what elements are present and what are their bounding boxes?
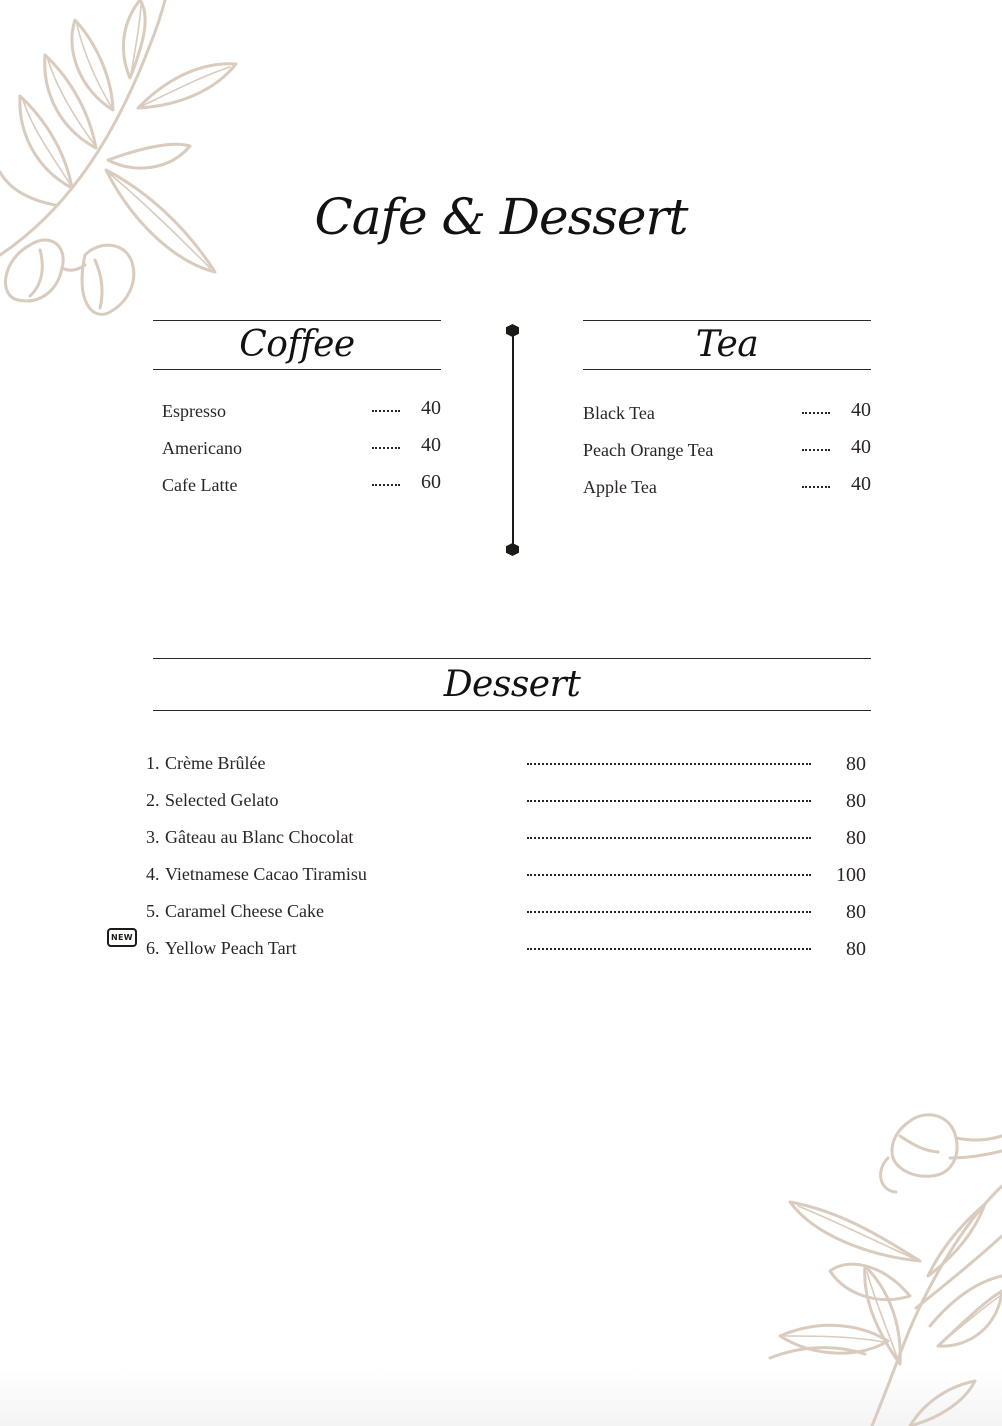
dessert-item-list [146, 749, 866, 971]
item-price: 40 [851, 399, 871, 421]
item-number: 2. [146, 790, 160, 810]
new-badge: NEW [107, 928, 137, 947]
menu-title: Cafe & Dessert [314, 188, 688, 246]
dessert-item-caramel-cheese-cake [146, 897, 866, 934]
dotted-leader [527, 871, 811, 876]
item-name: Black Tea [583, 403, 655, 423]
tea-item-black-tea [583, 397, 871, 434]
item-number: 5. [146, 901, 160, 921]
dotted-leader [372, 481, 400, 486]
item-name: Vietnamese Cacao Tiramisu [165, 864, 367, 884]
item-number: 1. [146, 753, 160, 773]
divider-top-cap [506, 324, 519, 337]
dessert-section-title: Dessert [443, 663, 581, 705]
item-price: 40 [851, 436, 871, 458]
dotted-leader [802, 409, 830, 414]
tea-item-peach-orange-tea [583, 434, 871, 471]
dessert-item-tiramisu [146, 860, 866, 897]
dessert-item-yellow-peach-tart [146, 934, 866, 971]
dotted-leader [527, 797, 811, 802]
item-name: Cafe Latte [162, 475, 238, 495]
tea-item-apple-tea [583, 471, 871, 508]
item-number: 6. [146, 938, 160, 958]
botanical-top-left-illustration [0, 0, 250, 330]
dotted-leader [527, 908, 811, 913]
dessert-section-header [153, 658, 871, 711]
coffee-section-header [153, 320, 441, 370]
tea-section-header [583, 320, 871, 370]
coffee-item-espresso [162, 395, 441, 432]
coffee-section-title: Coffee [239, 324, 355, 365]
item-name: Gâteau au Blanc Chocolat [165, 827, 354, 847]
dessert-item-selected-gelato [146, 786, 866, 823]
dessert-item-gateau [146, 823, 866, 860]
divider-bottom-cap [506, 543, 519, 556]
dotted-leader [527, 760, 811, 765]
dotted-leader [802, 483, 830, 488]
dotted-leader [527, 945, 811, 950]
dotted-leader [802, 446, 830, 451]
item-name: Peach Orange Tea [583, 440, 714, 460]
item-name: Yellow Peach Tart [165, 938, 297, 958]
item-name: Americano [162, 438, 242, 458]
dotted-leader [372, 407, 400, 412]
botanical-bottom-right-illustration [760, 1096, 1002, 1426]
item-price: 40 [421, 397, 441, 419]
item-price: 80 [846, 753, 866, 775]
dessert-item-creme-brulee [146, 749, 866, 786]
item-price: 40 [851, 473, 871, 495]
item-price: 80 [846, 790, 866, 812]
item-price: 40 [421, 434, 441, 456]
item-name: Espresso [162, 401, 226, 421]
item-price: 60 [421, 471, 441, 493]
tea-item-list [583, 397, 871, 508]
item-price: 80 [846, 901, 866, 923]
column-divider [512, 330, 514, 550]
coffee-item-americano [162, 432, 441, 469]
tea-section-title: Tea [695, 324, 759, 365]
item-number: 3. [146, 827, 160, 847]
item-price: 100 [836, 864, 866, 886]
coffee-item-list [162, 395, 441, 506]
dotted-leader [372, 444, 400, 449]
item-name: Selected Gelato [165, 790, 279, 810]
item-price: 80 [846, 827, 866, 849]
dotted-leader [527, 834, 811, 839]
item-number: 4. [146, 864, 160, 884]
item-price: 80 [846, 938, 866, 960]
item-name: Caramel Cheese Cake [165, 901, 324, 921]
coffee-item-cafe-latte [162, 469, 441, 506]
item-name: Crème Brûlée [165, 753, 266, 773]
item-name: Apple Tea [583, 477, 657, 497]
